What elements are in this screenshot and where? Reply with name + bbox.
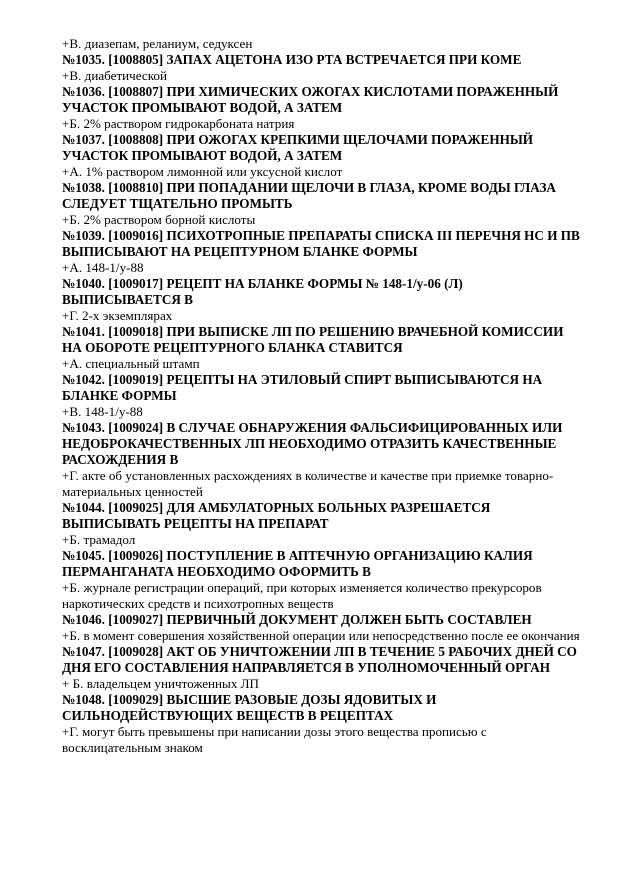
answer-text: +Б. журнале регистрации операций, при которых изменяется количество прекурсоров наркотических средств и психотропных веществ bbox=[62, 580, 542, 611]
answer-text: +В. диазепам, реланиум, седуксен bbox=[62, 36, 253, 51]
answer-text: +Г. могут быть превышены при написании дозы этого вещества прописью с восклицательным знаком bbox=[62, 724, 487, 755]
question-text: №1040. [1009017] РЕЦЕПТ НА БЛАНКЕ ФОРМЫ № 148-1/у-06 (Л) ВЫПИСЫВАЕТСЯ В bbox=[62, 276, 463, 307]
answer-text: +Б. 2% раствором борной кислоты bbox=[62, 212, 256, 227]
question-text: №1044. [1009025] ДЛЯ АМБУЛАТОРНЫХ БОЛЬНЫХ РАЗРЕШАЕТСЯ ВЫПИСЫВАТЬ РЕЦЕПТЫ НА ПРЕПАРАТ bbox=[62, 500, 491, 531]
question-text: №1043. [1009024] В СЛУЧАЕ ОБНАРУЖЕНИЯ ФАЛЬСИФИЦИРОВАННЫХ ИЛИ НЕДОБРОКАЧЕСТВЕННЫХ ЛП НЕОБХОДИМО ОТРАЗИТЬ КАЧЕСТВЕННЫЕ РАСХОЖДЕНИЯ В bbox=[62, 420, 563, 467]
question-text: №1041. [1009018] ПРИ ВЫПИСКЕ ЛП ПО РЕШЕНИЮ ВРАЧЕБНОЙ КОМИССИИ НА ОБОРОТЕ РЕЦЕПТУРНОГО БЛАНКА СТАВИТСЯ bbox=[62, 324, 564, 355]
question-text: №1036. [1008807] ПРИ ХИМИЧЕСКИХ ОЖОГАХ КИСЛОТАМИ ПОРАЖЕННЫЙ УЧАСТОК ПРОМЫВАЮТ ВОДОЙ, А ЗАТЕМ bbox=[62, 84, 559, 115]
question-text: №1047. [1009028] АКТ ОБ УНИЧТОЖЕНИИ ЛП В ТЕЧЕНИЕ 5 РАБОЧИХ ДНЕЙ СО ДНЯ ЕГО СОСТАВЛЕНИЯ НАПРАВЛЯЕТСЯ В УПОЛНОМОЧЕННЫЙ ОРГАН bbox=[62, 644, 577, 675]
question-text: №1037. [1008808] ПРИ ОЖОГАХ КРЕПКИМИ ЩЕЛОЧАМИ ПОРАЖЕННЫЙ УЧАСТОК ПРОМЫВАЮТ ВОДОЙ, А ЗАТЕМ bbox=[62, 132, 534, 163]
answer-text: + Б. владельцем уничтоженных ЛП bbox=[62, 676, 260, 691]
question-text: №1046. [1009027] ПЕРВИЧНЫЙ ДОКУМЕНТ ДОЛЖЕН БЫТЬ СОСТАВЛЕН bbox=[62, 612, 532, 627]
answer-text: +Б. в момент совершения хозяйственной операции или непосредственно после ее окончания bbox=[62, 628, 580, 643]
answer-text: +В. диабетической bbox=[62, 68, 167, 83]
question-text: №1042. [1009019] РЕЦЕПТЫ НА ЭТИЛОВЫЙ СПИРТ ВЫПИСЫВАЮТСЯ НА БЛАНКЕ ФОРМЫ bbox=[62, 372, 543, 403]
answer-text: +А. 148-1/у-88 bbox=[62, 260, 144, 275]
answer-text: +Б. 2% раствором гидрокарбоната натрия bbox=[62, 116, 295, 131]
question-text: №1038. [1008810] ПРИ ПОПАДАНИИ ЩЕЛОЧИ В ГЛАЗА, КРОМЕ ВОДЫ ГЛАЗА СЛЕДУЕТ ТЩАТЕЛЬНО ПРОМЫТЬ bbox=[62, 180, 556, 211]
answer-text: +А. специальный штамп bbox=[62, 356, 200, 371]
answer-text: +В. 148-1/у-88 bbox=[62, 404, 143, 419]
question-text: №1039. [1009016] ПСИХОТРОПНЫЕ ПРЕПАРАТЫ СПИСКА III ПЕРЕЧНЯ НС И ПВ ВЫПИСЫВАЮТ НА РЕЦЕПТУРНОМ БЛАНКЕ ФОРМЫ bbox=[62, 228, 580, 259]
answer-text: +Б. трамадол bbox=[62, 532, 136, 547]
question-text: №1045. [1009026] ПОСТУПЛЕНИЕ В АПТЕЧНУЮ ОРГАНИЗАЦИЮ КАЛИЯ ПЕРМАНГАНАТА НЕОБХОДИМО ОФОРМИТЬ В bbox=[62, 548, 533, 579]
question-text: №1035. [1008805] ЗАПАХ АЦЕТОНА ИЗО РТА ВСТРЕЧАЕТСЯ ПРИ КОМЕ bbox=[62, 52, 522, 67]
answer-text: +Г. акте об установленных расхождениях в количестве и качестве при приемке товарно-материальных ценностей bbox=[62, 468, 554, 499]
question-text: №1048. [1009029] ВЫСШИЕ РАЗОВЫЕ ДОЗЫ ЯДОВИТЫХ И СИЛЬНОДЕЙСТВУЮЩИХ ВЕЩЕСТВ В РЕЦЕПТАХ bbox=[62, 692, 437, 723]
answer-text: +Г. 2-х экземплярах bbox=[62, 308, 173, 323]
answer-text: +А. 1% раствором лимонной или уксусной кислот bbox=[62, 164, 343, 179]
